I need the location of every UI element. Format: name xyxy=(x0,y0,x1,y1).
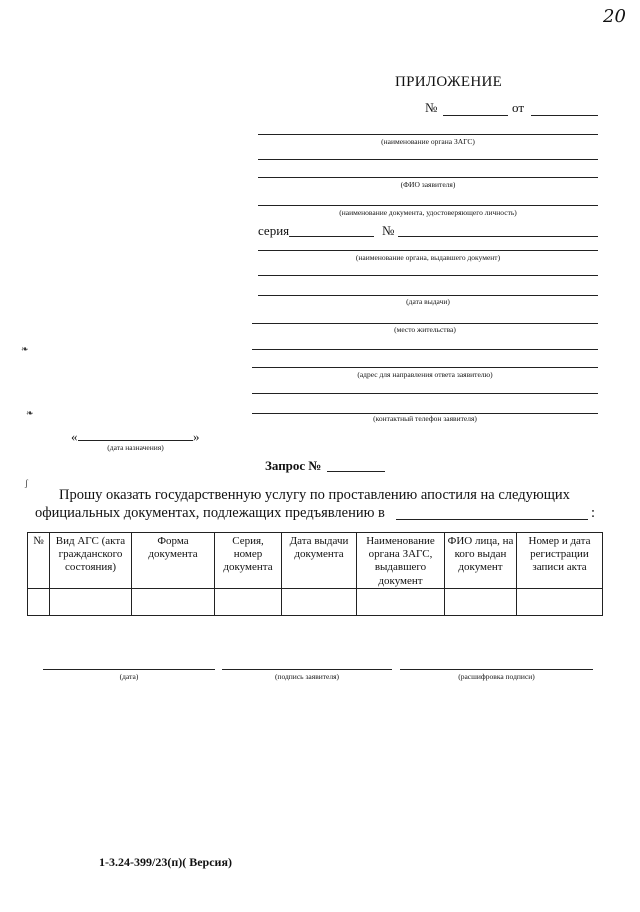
series-number-label: № xyxy=(382,223,395,238)
table-header-cell: Вид АГС (акта гражданского состояния) xyxy=(50,533,132,589)
table-cell[interactable] xyxy=(517,588,603,615)
table-cell[interactable] xyxy=(50,588,132,615)
table-row xyxy=(28,588,603,615)
table-header-cell: ФИО лица, на кого выдан документ xyxy=(445,533,517,589)
table-cell[interactable] xyxy=(282,588,357,615)
signature-decoding-field[interactable] xyxy=(400,669,593,670)
id-document-field[interactable] xyxy=(258,205,598,206)
response-address-caption: (адрес для направления ответа заявителю) xyxy=(357,370,493,379)
quote-open: « xyxy=(71,429,78,444)
scan-mark: ❧ xyxy=(26,408,34,418)
table-header-cell: Наименование органа ЗАГС, выдавшего документ xyxy=(357,533,445,589)
table-header-cell: Серия, номер документа xyxy=(215,533,282,589)
issue-date-field-2[interactable] xyxy=(258,295,598,296)
date-label: от xyxy=(512,100,525,115)
footer-code: 1-3.24-399/23(п)( Версия) xyxy=(99,855,232,869)
table-cell[interactable] xyxy=(215,588,282,615)
table-cell[interactable] xyxy=(445,588,517,615)
series-field[interactable] xyxy=(289,236,374,237)
date-field[interactable] xyxy=(531,115,598,116)
request-text-line-2: официальных документах, подлежащих предъявлению в xyxy=(35,505,385,521)
response-address-field-2[interactable] xyxy=(252,367,598,368)
response-address-field-1[interactable] xyxy=(252,349,598,350)
table-header-cell: Дата выдачи документа xyxy=(282,533,357,589)
phone-caption: (контактный телефон заявителя) xyxy=(373,414,477,423)
sign-date-field[interactable] xyxy=(43,669,215,670)
agency-field[interactable] xyxy=(258,134,598,135)
table-header-cell: № xyxy=(28,533,50,589)
issue-date-caption: (дата выдачи) xyxy=(406,297,450,306)
signature-decoding-caption: (расшифровка подписи) xyxy=(458,672,535,681)
request-text-colon: : xyxy=(591,505,596,521)
residence-caption: (место жительства) xyxy=(394,325,456,334)
scan-mark: ʃ xyxy=(25,478,28,488)
page-number: 20 xyxy=(603,6,626,27)
number-label: № xyxy=(425,100,438,115)
signature-caption: (подпись заявителя) xyxy=(274,672,340,681)
series-label: серия xyxy=(258,223,290,238)
table-cell[interactable] xyxy=(357,588,445,615)
applicant-name-field-1[interactable] xyxy=(258,159,598,160)
table-cell[interactable] xyxy=(132,588,215,615)
issue-date-field-1[interactable] xyxy=(258,275,598,276)
destination-field[interactable] xyxy=(396,519,588,520)
applicant-name-caption: (ФИО заявителя) xyxy=(400,180,456,189)
request-number-field[interactable] xyxy=(327,471,385,472)
series-number-field[interactable] xyxy=(398,236,598,237)
appointment-date-caption: (дата назначения) xyxy=(107,443,164,452)
request-text-line-1: Прошу оказать государственную услугу по проставлению апостиля на следующих xyxy=(59,487,570,503)
signature-field[interactable] xyxy=(222,669,392,670)
appointment-date-field[interactable] xyxy=(78,440,193,441)
request-label: Запрос № xyxy=(265,458,322,473)
phone-field-1[interactable] xyxy=(252,393,598,394)
documents-table xyxy=(27,532,603,616)
sign-date-caption: (дата) xyxy=(119,672,139,681)
applicant-name-field-2[interactable] xyxy=(258,177,598,178)
table-header-cell: Форма документа xyxy=(132,533,215,589)
table-header-row xyxy=(28,533,603,589)
number-field[interactable] xyxy=(443,115,508,116)
quote-close: » xyxy=(193,429,200,444)
table-header-cell: Номер и дата регистрации записи акта xyxy=(517,533,603,589)
scan-mark: ❧ xyxy=(21,344,29,354)
residence-field[interactable] xyxy=(252,323,598,324)
issuer-caption: (наименование органа, выдавшего документ) xyxy=(355,253,501,262)
issuer-field[interactable] xyxy=(258,250,598,251)
table-cell[interactable] xyxy=(28,588,50,615)
agency-caption: (наименование органа ЗАГС) xyxy=(381,137,475,146)
document-title: ПРИЛОЖЕНИЕ xyxy=(395,74,503,90)
id-document-caption: (наименование документа, удостоверяющего личность) xyxy=(339,208,517,217)
